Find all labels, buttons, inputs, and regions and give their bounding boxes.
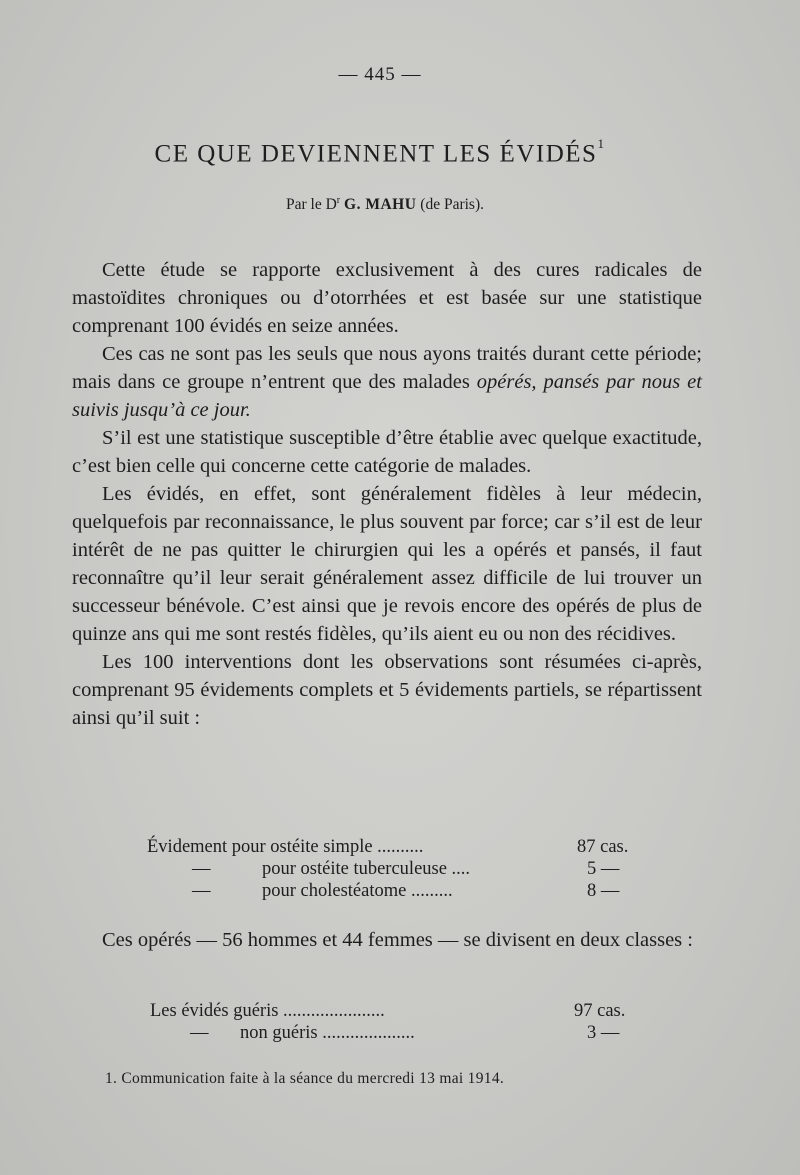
- footnote: 1. Communication faite à la séance du mercredi 13 mai 1914.: [105, 1070, 505, 1087]
- row-value: 3 —: [587, 1023, 620, 1043]
- author-location: (de Paris).: [420, 196, 484, 214]
- author-name: G. MAHU: [344, 196, 417, 214]
- table-operations: [72, 836, 702, 902]
- row-dash: —: [190, 1023, 209, 1043]
- paragraph-4: Les évidés, en effet, sont généralement fidèles à leur médecin, quelquefois par reconnaissance, le plus souvent par force; car s’il est de leur intérêt de ne pas quitter le chirurgien qui les a opérés et pansés, il faut reconnaître qu’il leur serait généralement assez difficile de lui trouver un successeur bénévole. C’est ainsi que je revois encore des opérés de plus de quinze ans qui me sont restés fidèles, qu’ils aient eu ou non des récidives.: [72, 483, 702, 645]
- row-value: 87 cas.: [577, 837, 629, 857]
- paragraph-5: Les 100 interventions dont les observations sont résumées ci-après, comprenant 95 évidements complets et 5 évidements partiels, se répartissent ainsi qu’il suit :: [72, 651, 702, 729]
- row-value: 5 —: [587, 859, 620, 879]
- byline: [0, 195, 770, 214]
- byline-prefix: Par le D: [286, 196, 337, 214]
- row-dash: —: [192, 859, 211, 879]
- table-row: [72, 836, 702, 858]
- row-label: Évidement pour ostéite simple ..........: [147, 837, 424, 857]
- row-label: pour ostéite tuberculeuse ....: [262, 859, 471, 879]
- row-label: Les évidés guéris ......................: [150, 1001, 385, 1021]
- table-outcomes: [72, 1000, 702, 1044]
- row-label: non guéris ....................: [240, 1023, 415, 1043]
- article-body-continued: [72, 926, 702, 954]
- paragraph-2-italic: opérés, pansés par nous et suivis jusqu’à ce jour.: [72, 371, 702, 421]
- row-label: pour cholestéatome .........: [262, 881, 453, 901]
- paragraph-1: Cette étude se rapporte exclusivement à des cures radicales de mastoïdites chroniques ou d’otorrhées et est basée sur une statistique comprenant 100 évidés en seize années.: [72, 259, 702, 337]
- article-title: [0, 136, 760, 168]
- footnote-marker: 1: [597, 136, 606, 151]
- article-body: [72, 256, 702, 732]
- paragraph-3: S’il est une statistique susceptible d’être établie avec quelque exactitude, c’est bien celle qui concerne cette catégorie de malades.: [72, 427, 702, 477]
- table-row: [72, 1000, 702, 1022]
- article-title-text: CE QUE DEVIENNENT LES ÉVIDÉS: [154, 140, 598, 168]
- row-value: 97 cas.: [574, 1001, 626, 1021]
- paragraph-2-text: Ces cas ne sont pas les seuls que nous ayons traités durant cette période; mais dans ce groupe n’entrent que des malades: [72, 343, 702, 393]
- row-value: 8 —: [587, 881, 620, 901]
- byline-prefix-sup: r: [336, 195, 341, 206]
- table-row: [72, 858, 702, 880]
- paragraph-2: [72, 340, 702, 424]
- paragraph-6: Ces opérés — 56 hommes et 44 femmes — se divisent en deux classes :: [102, 929, 693, 951]
- page-number: — 445 —: [338, 64, 422, 85]
- row-dash: —: [192, 881, 211, 901]
- table-row: [72, 880, 702, 902]
- table-row: [72, 1022, 702, 1044]
